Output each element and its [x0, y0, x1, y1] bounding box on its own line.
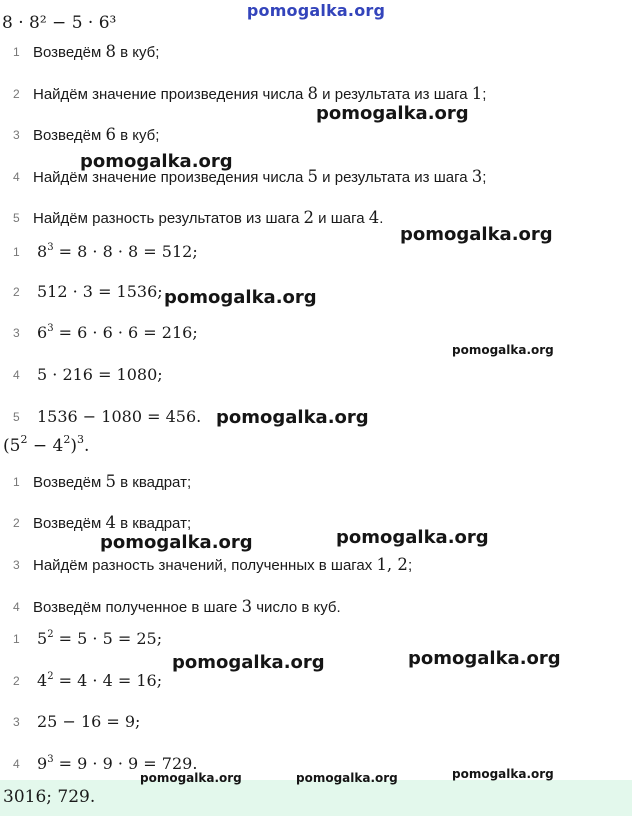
- step-number: 2: [13, 87, 20, 101]
- watermark: pomogalka.org: [400, 224, 553, 245]
- expression-heading: $(5^2 - 4^2)^3$.: [3, 433, 90, 456]
- step-number: 3: [13, 128, 20, 142]
- step-text: Возведём 6 в куб;: [33, 125, 160, 144]
- watermark: pomogalka.org: [164, 287, 317, 308]
- calc-number: 3: [13, 715, 20, 729]
- answer-box: [0, 780, 632, 816]
- calc-number: 2: [13, 674, 20, 688]
- cutoff-expression: 8 · 8² − 5 · 6³: [2, 13, 117, 33]
- step-text: Найдём значение произведения числа 5 и результата из шага 3;: [33, 167, 487, 186]
- step-text: Возведём полученное в шаге 3 число в куб.: [33, 597, 341, 616]
- watermark: pomogalka.org: [316, 103, 469, 124]
- calc-expression: $5^2 = 5 \cdot 5 = 25$;: [37, 629, 163, 648]
- calc-number: 4: [13, 368, 20, 382]
- answer-text: 3016; 729.: [3, 787, 96, 807]
- step-text: Возведём 4 в квадрат;: [33, 513, 192, 532]
- watermark: pomogalka.org: [216, 407, 369, 428]
- watermark: pomogalka.org: [80, 151, 233, 172]
- calc-number: 1: [13, 632, 20, 646]
- watermark: pomogalka.org: [452, 767, 554, 781]
- watermark: pomogalka.org: [336, 527, 489, 548]
- calc-number: 3: [13, 326, 20, 340]
- calc-number: 5: [13, 410, 20, 424]
- calc-expression: 25 − 16 = 9;: [37, 712, 141, 731]
- step-text: Возведём 8 в куб;: [33, 42, 160, 61]
- calc-expression: $6^3 = 6 \cdot 6 \cdot 6 = 216$;: [37, 323, 198, 342]
- step-number: 1: [13, 45, 20, 59]
- calc-expression: 1536 − 1080 = 456.: [37, 407, 202, 426]
- watermark: pomogalka.org: [172, 652, 325, 673]
- step-text: Найдём значение произведения числа 8 и результата из шага 1;: [33, 84, 487, 103]
- step-number: 2: [13, 516, 20, 530]
- step-number: 4: [13, 600, 20, 614]
- calc-expression: 512 · 3 = 1536;: [37, 282, 163, 301]
- calc-number: 1: [13, 245, 20, 259]
- step-number: 1: [13, 475, 20, 489]
- calc-number: 2: [13, 285, 20, 299]
- watermark: pomogalka.org: [140, 771, 242, 785]
- step-text: Возведём 5 в квадрат;: [33, 472, 192, 491]
- watermark: pomogalka.org: [296, 771, 398, 785]
- watermark: pomogalka.org: [100, 532, 253, 553]
- calc-expression: 5 · 216 = 1080;: [37, 365, 163, 384]
- step-number: 5: [13, 211, 20, 225]
- step-number: 4: [13, 170, 20, 184]
- calc-expression: $4^2 = 4 \cdot 4 = 16$;: [37, 671, 163, 690]
- watermark: pomogalka.org: [452, 343, 554, 357]
- calc-number: 4: [13, 757, 20, 771]
- calc-expression: $8^3 = 8 \cdot 8 \cdot 8 = 512$;: [37, 242, 198, 261]
- step-text: Найдём разность результатов из шага 2 и шага 4.: [33, 208, 384, 227]
- site-header-watermark[interactable]: pomogalka.org: [246, 1, 386, 20]
- step-number: 3: [13, 558, 20, 572]
- watermark: pomogalka.org: [408, 648, 561, 669]
- calc-expression: $9^3 = 9 \cdot 9 \cdot 9 = 729$.: [37, 754, 198, 773]
- step-text: Найдём разность значений, полученных в шагах 1, 2;: [33, 555, 413, 574]
